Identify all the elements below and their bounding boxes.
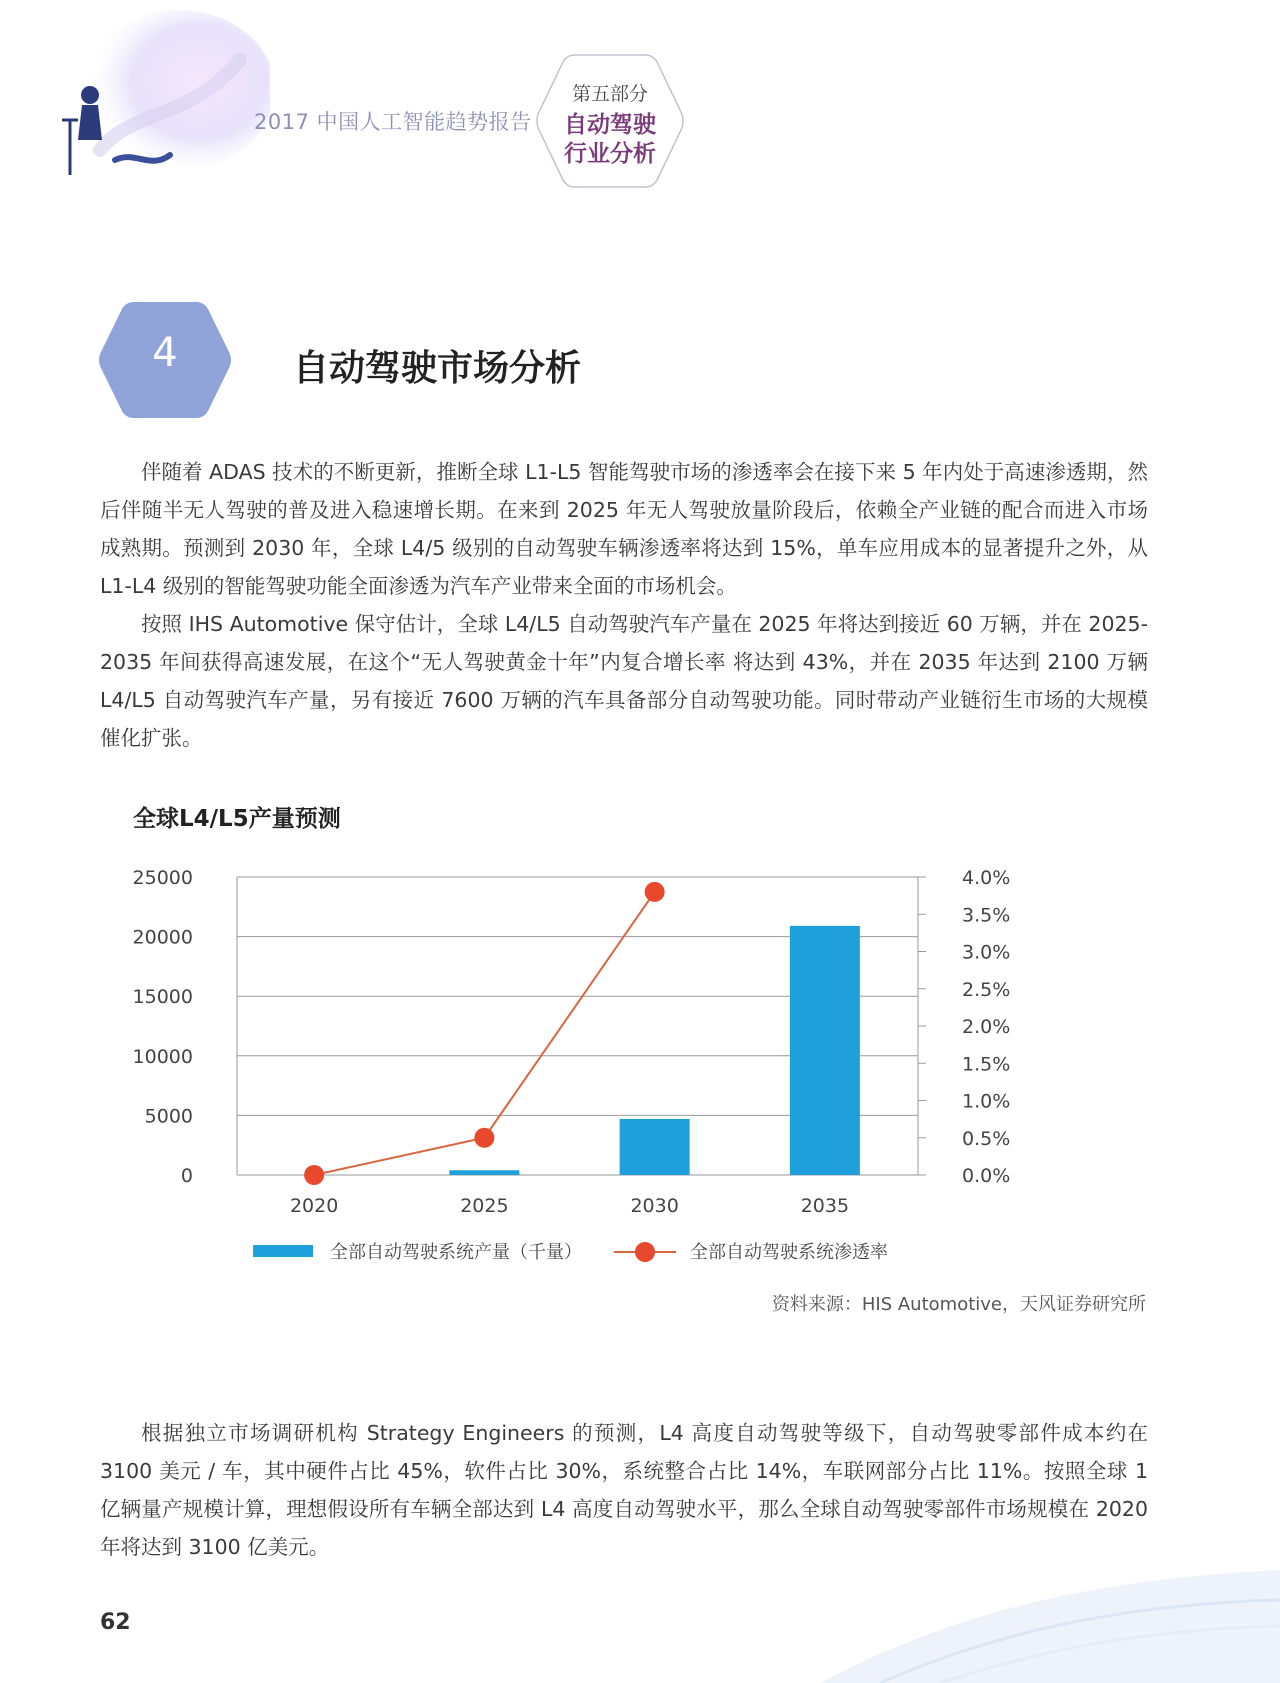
y-right-tick-label: 0.0% [962,1165,1011,1187]
y-right-tick-label: 2.5% [962,978,1011,1001]
y-left-tick-label: 5000 [144,1105,193,1128]
source-note: 资料来源：HIS Automotive，天风证券研究所 [771,1294,1146,1315]
x-tick-label: 2020 [289,1195,339,1217]
y-right-tick-label: 3.5% [962,904,1011,927]
bar-2030 [620,1119,690,1175]
y-right-tick-label: 2.0% [962,1016,1011,1038]
section-name-line2: 行业分析 [564,141,656,167]
y-right-tick-label: 3.0% [962,941,1011,964]
y-right-tick-label: 1.0% [962,1090,1011,1113]
chapter-number: 4 [152,330,178,376]
legend-bar-label: 全部自动驾驶系统产量（千量） [330,1242,582,1263]
x-tick-label: 2035 [800,1195,850,1217]
point-2020 [304,1165,324,1185]
y-left-tick-label: 10000 [132,1045,193,1068]
report-title: 2017 中国人工智能趋势报告 [254,110,532,134]
y-left-tick-label: 15000 [132,986,193,1009]
y-left-tick-label: 20000 [132,926,193,949]
bar-2035 [790,926,860,1175]
legend-line-marker [635,1242,655,1262]
y-right-tick-label: 1.5% [962,1053,1011,1076]
section-name-line1: 自动驾驶 [564,112,656,138]
legend-bar-swatch [253,1245,313,1257]
paragraph-1: 伴随着 ADAS 技术的不断更新，推断全球 L1-L5 智能驾驶市场的渗透率会在接下来 5 年内处于高速渗透期，然后伴随半无人驾驶的普及进入稳速增长期。在来到 2025 年无人驾驶放量阶段后，依赖全产业链的配合而进入市场成熟期。预测到 2030 年，全球 L4/5 级别的自动驾驶车辆渗透率将达到 15%，单车应用成本的显著提升之外，从 L1-L4 级别的智能驾驶功能全面渗透为汽车产业带来全面的市场机会。 [100,460,1148,598]
point-2025 [474,1128,494,1148]
chart-title: 全球L4/L5产量预测 [133,806,341,832]
y-left-tick-label: 25000 [132,867,193,889]
point-2030 [645,882,665,902]
x-tick-label: 2030 [630,1195,679,1217]
paragraph-2: 按照 IHS Automotive 保守估计，全球 L4/L5 自动驾驶汽车产量在 2025 年将达到接近 60 万辆，并在 2025-2035 年间获得高速发展，在这个“无人驾驶黄金十年”内复合增长率 将达到 43%，并在 2035 年达到 2100 万辆 L4/L5 自动驾驶汽车产量，另有接近 7600 万辆的汽车具备部分自动驾驶功能。同时带动产业链衍生市场的大规模催化扩张。 [100,612,1148,750]
page-number: 62 [100,1610,131,1635]
paragraph-3: 根据独立市场调研机构 Strategy Engineers 的预测，L4 高度自动驾驶等级下，自动驾驶零部件成本约在 3100 美元 / 车，其中硬件占比 45%，软件占比 30%，系统整合占比 14%，车联网部分占比 11%。按照全球 1 亿辆量产规模计算，理想假设所有车辆全部达到 L4 高度自动驾驶水平，那么全球自动驾驶零部件市场规模在 2020 年将达到 3100 亿美元。 [100,1421,1148,1559]
footer-wave-decoration [820,1560,1280,1683]
y-right-tick-label: 4.0% [962,867,1011,889]
y-right-tick-label: 0.5% [962,1127,1011,1150]
y-left-tick-label: 0 [180,1165,193,1187]
legend-line-label: 全部自动驾驶系统渗透率 [690,1242,888,1263]
chapter-title: 自动驾驶市场分析 [293,348,582,389]
section-part: 第五部分 [571,83,648,105]
bar-2025 [449,1170,519,1175]
x-tick-label: 2025 [460,1195,509,1217]
